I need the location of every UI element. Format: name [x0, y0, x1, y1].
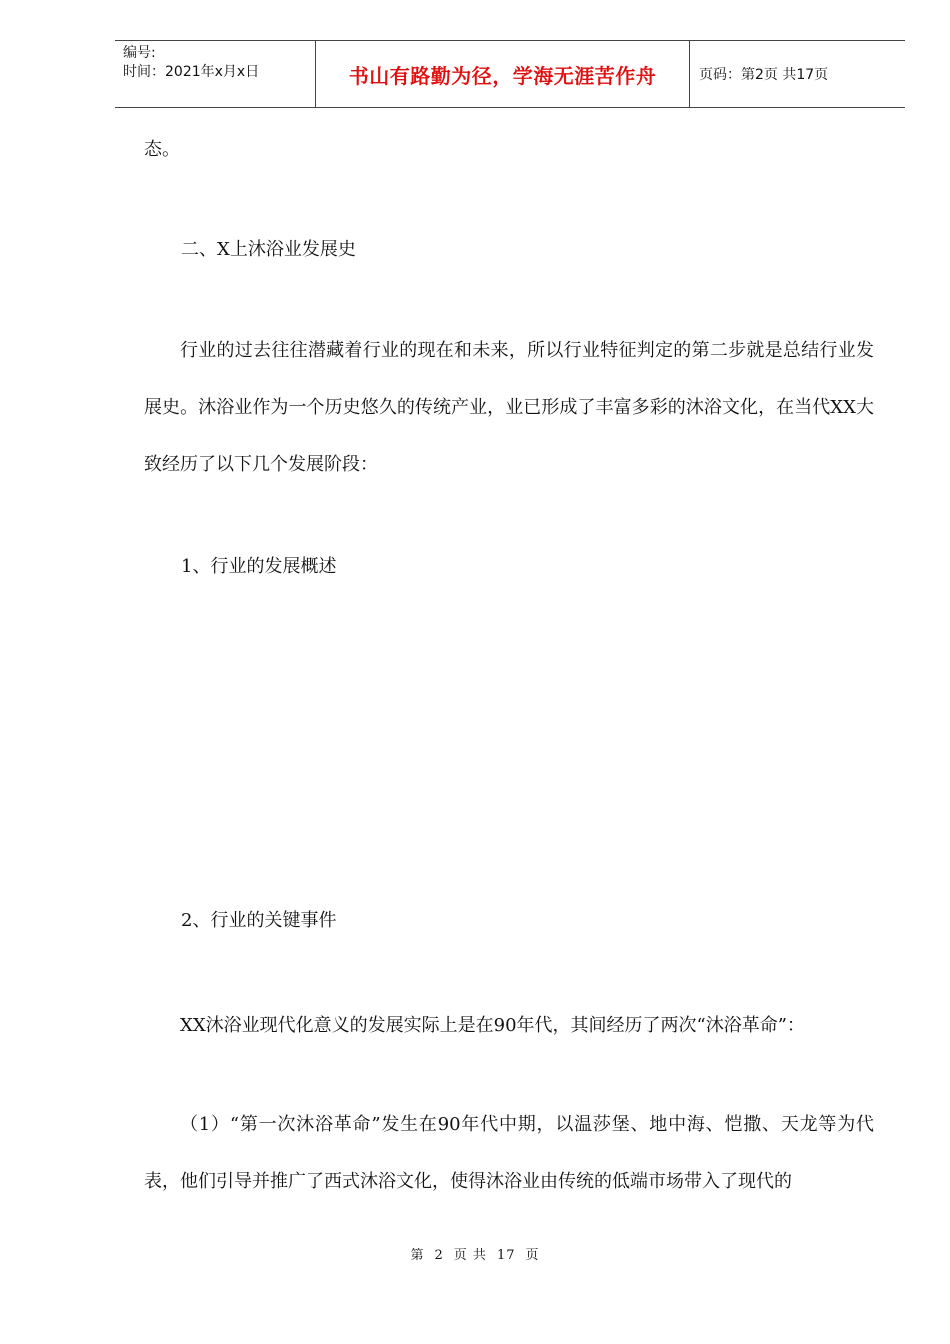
paragraph-history-intro: 行业的过去往往潜藏着行业的现在和未来，所以行业特征判定的第二步就是总结行业发展史。沐浴业作为一个历史悠久的传统产业，业已形成了丰富多彩的沐浴文化，在当代XX大致经历了以下几个发展阶段： — [144, 340, 874, 475]
paragraph-first-revolution: （1）“第一次沐浴革命”发生在90年代中期，以温莎堡、地中海、恺撒、天龙等为代表，他们引导并推广了西式沐浴文化，使得沐浴业由传统的低端市场带入了现代的 — [144, 1114, 874, 1192]
page-footer — [0, 1244, 950, 1263]
document-number-label: 编号: — [123, 45, 156, 61]
footer-page-number: 2 — [434, 1248, 444, 1263]
header-motto: 书山有路勤为径，学海无涯苦作舟 — [316, 41, 690, 107]
continued-text-line: 态。 — [144, 139, 180, 160]
footer-page-total: 17 — [496, 1248, 516, 1263]
footer-page-mid: 页 共 — [453, 1248, 487, 1263]
paragraph-revolutions: XX沐浴业现代化意义的发展实际上是在90年代，其间经历了两次“沐浴革命”： — [180, 1015, 805, 1036]
header-page-label: 页码：第2页 共17页 — [699, 67, 829, 83]
subheading-overview: 1、行业的发展概述 — [181, 556, 337, 577]
footer-page-end: 页 — [525, 1248, 540, 1263]
footer-page-word: 第 — [410, 1248, 425, 1263]
subheading-key-events: 2、行业的关键事件 — [181, 910, 337, 931]
document-date-label: 时间：2021年x月x日 — [123, 64, 260, 80]
section-heading: 二、X上沐浴业发展史 — [181, 239, 356, 260]
